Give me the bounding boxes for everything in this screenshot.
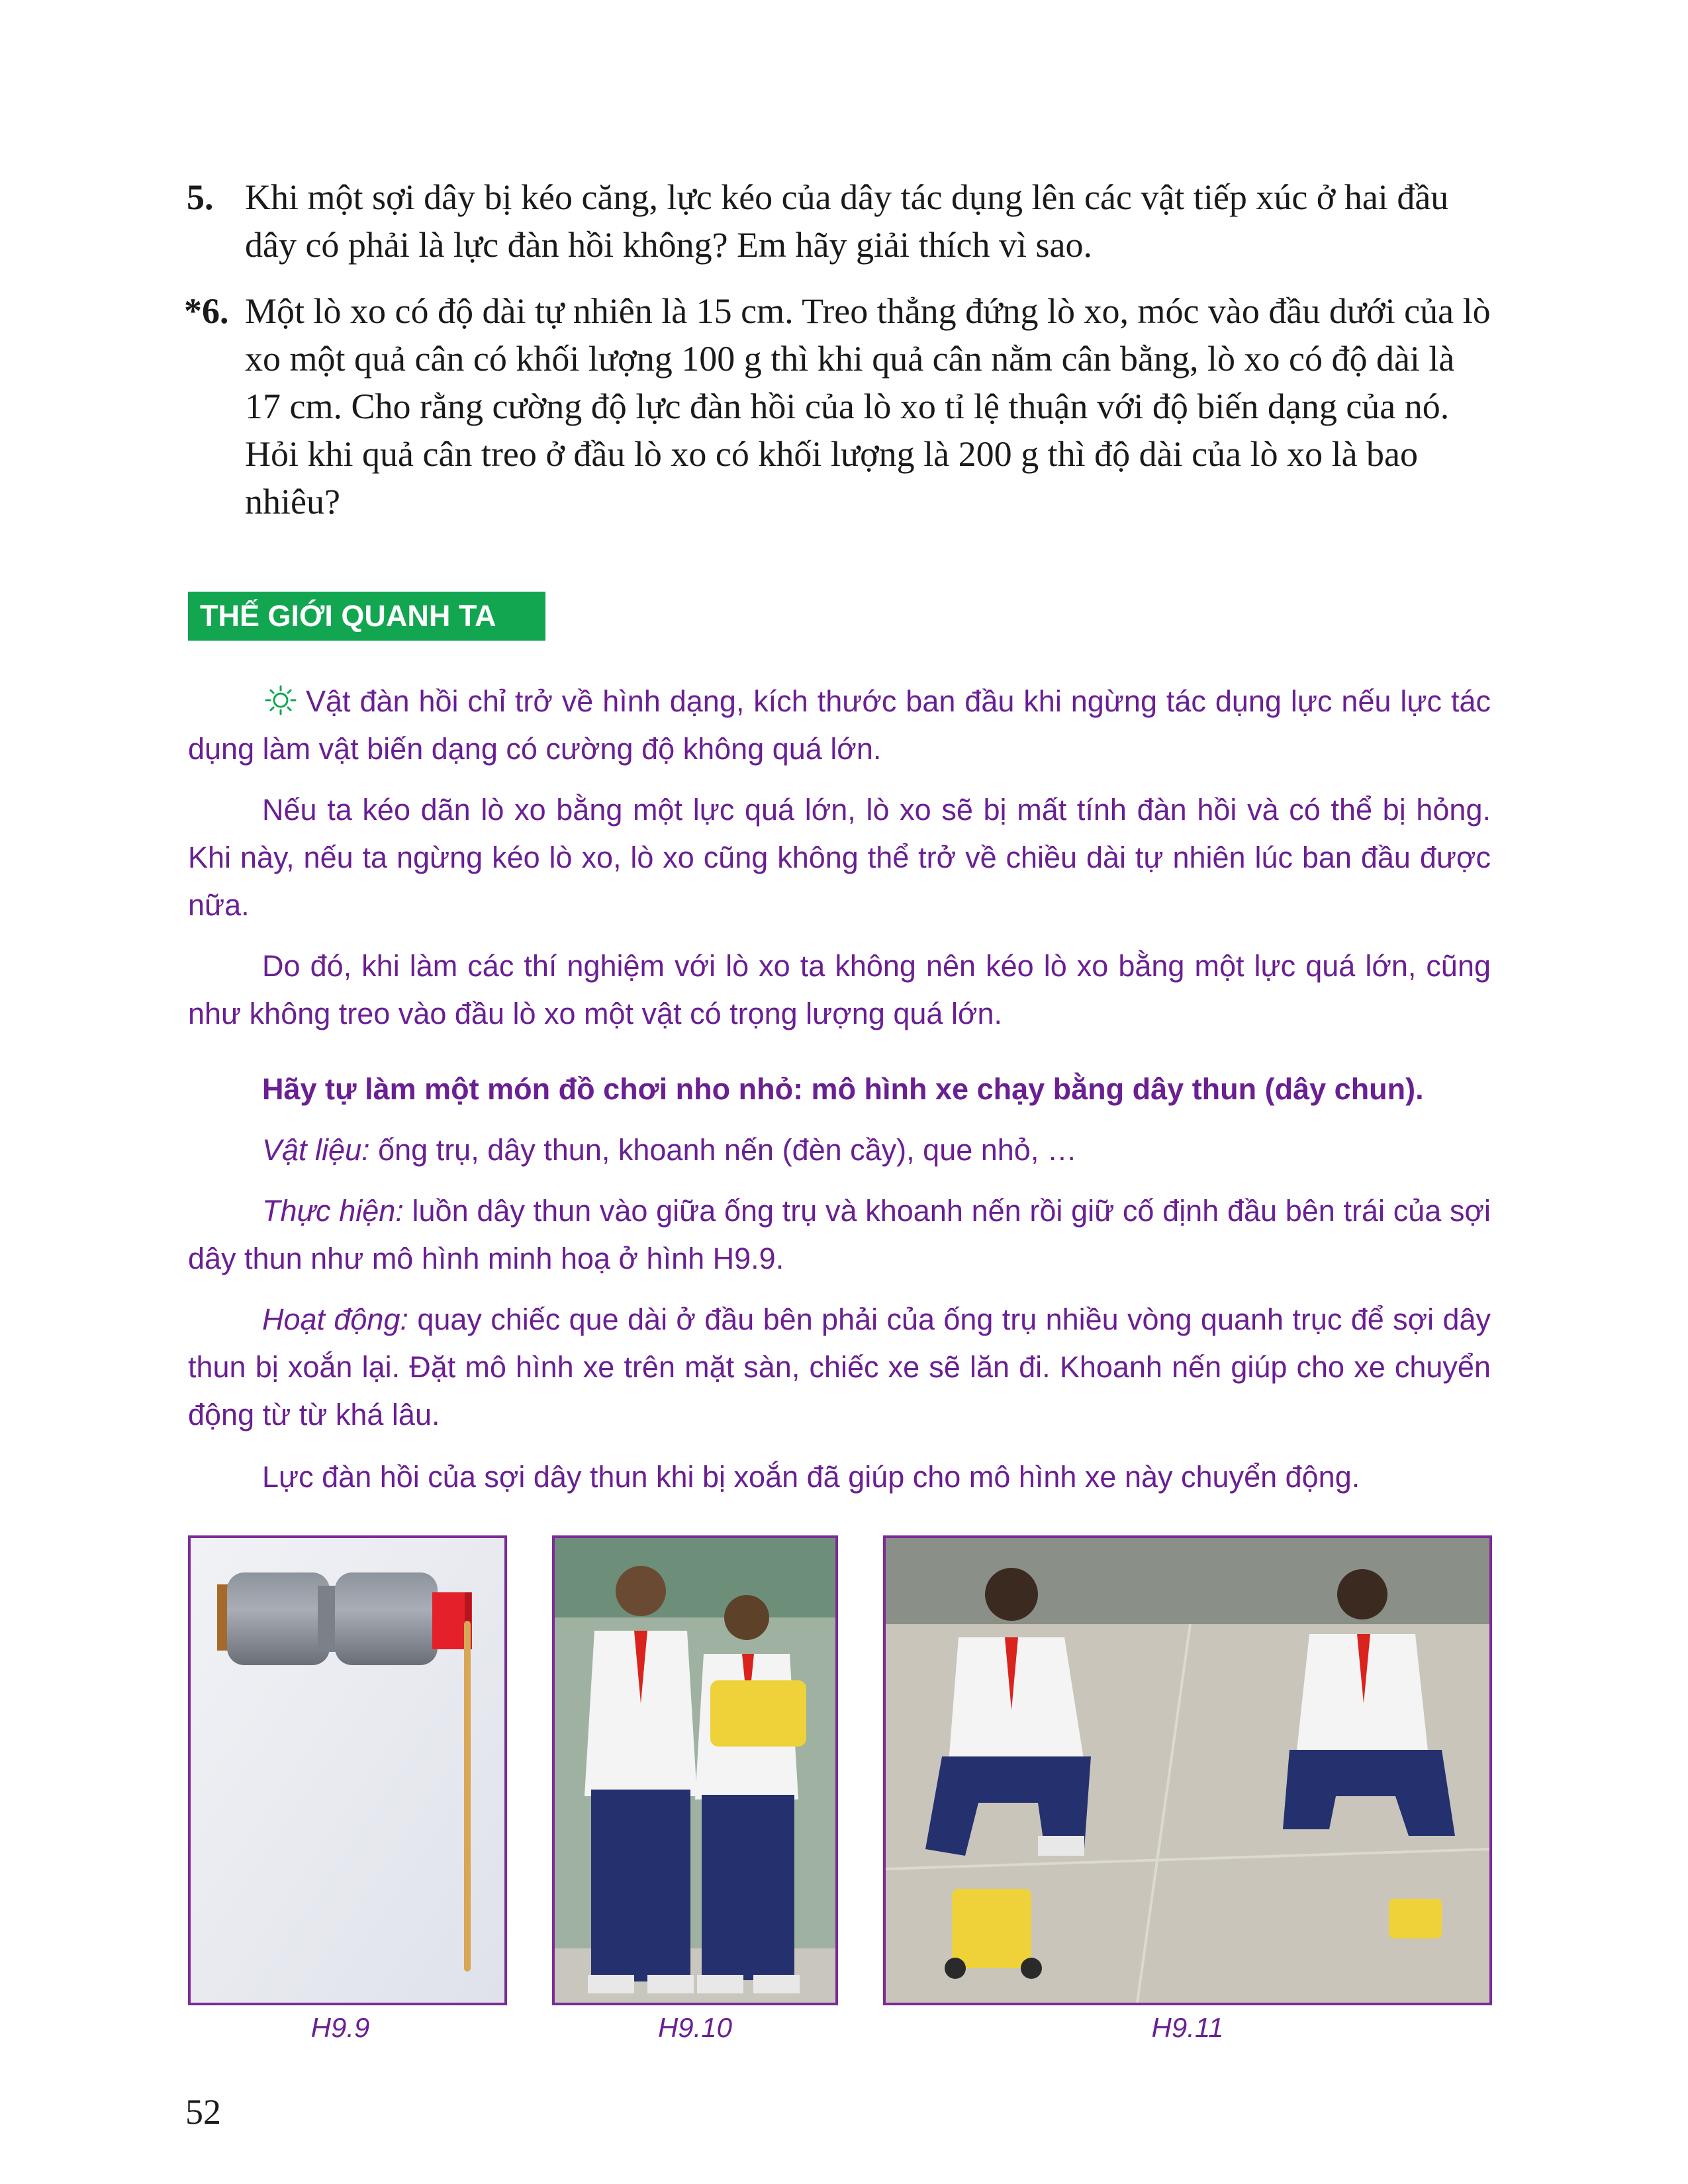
activity-text: quay chiếc que dài ở đầu bên phải của ống trụ nhiều vòng quanh trục để sợi dây thun bị xoắn lại. Đặt mô hình xe trên mặt sàn, chiếc xe sẽ lăn đi. Khoanh nến giúp cho xe chuyển động từ từ khá lâu. bbox=[188, 1302, 1491, 1432]
procedure-label: Thực hiện: bbox=[262, 1194, 404, 1228]
question-6 bbox=[184, 287, 1491, 525]
question-number: *6. bbox=[184, 291, 229, 331]
activity-heading: Hãy tự làm một món đồ chơi nho nhỏ: mô hình xe chạy bằng dây thun (dây chun). bbox=[262, 1072, 1424, 1106]
question-text: Một lò xo có độ dài tự nhiên là 15 cm. Treo thẳng đứng lò xo, móc vào đầu dưới của lò xo một quả cân có khối lượng 100 g thì khi quả cân nằm cân bằng, lò xo có độ dài là 17 cm. Cho rằng cường độ lực đàn hồi của lò xo tỉ lệ thuận với độ biến dạng của nó. Hỏi khi quả cân treo ở đầu lò xo có khối lượng là 200 g thì độ dài của lò xo là bao nhiêu? bbox=[245, 291, 1491, 522]
page-number: 52 bbox=[185, 2092, 221, 2132]
section-title: THẾ GIỚI QUANH TA bbox=[188, 592, 545, 641]
rubber-band-car-model-image bbox=[191, 1538, 504, 2003]
figure-h9-9 bbox=[188, 1535, 507, 2005]
paragraph-7 bbox=[188, 1296, 1491, 1439]
question-5 bbox=[187, 173, 1491, 269]
paragraph-6 bbox=[188, 1187, 1491, 1283]
materials-label: Vật liệu: bbox=[262, 1133, 370, 1167]
figure-h9-10 bbox=[552, 1535, 838, 2005]
question-text: Khi một sợi dây bị kéo căng, lực kéo của dây tác dụng lên các vật tiếp xúc ở hai đầu dây có phải là lực đàn hồi không? Em hãy giải thích vì sao. bbox=[245, 177, 1449, 265]
paragraph-8: Lực đàn hồi của sợi dây thun khi bị xoắn đã giúp cho mô hình xe này chuyển động. bbox=[262, 1460, 1360, 1494]
activity-label: Hoạt động: bbox=[262, 1302, 408, 1336]
students-playing-with-cars-photo bbox=[886, 1538, 1489, 2003]
students-with-model-photo bbox=[555, 1538, 835, 2003]
paragraph-5 bbox=[188, 1126, 1491, 1174]
procedure-text: luồn dây thun vào giữa ống trụ và khoanh nến rồi giữ cố định đầu bên trái của sợi dây thun như mô hình minh hoạ ở hình H9.9. bbox=[188, 1194, 1491, 1275]
figure-caption-h9-10: H9.10 bbox=[657, 2012, 733, 2043]
materials-text: ống trụ, dây thun, khoanh nến (đèn cầy), que nhỏ, … bbox=[369, 1133, 1077, 1167]
figure-caption-h9-11: H9.11 bbox=[1151, 2012, 1224, 2043]
figure-caption-h9-9: H9.9 bbox=[310, 2012, 370, 2043]
paragraph-1 bbox=[188, 678, 1491, 773]
question-number: 5. bbox=[187, 177, 214, 217]
paragraph-4 bbox=[188, 1066, 1491, 1113]
figure-h9-11 bbox=[883, 1535, 1492, 2005]
paragraph-3: Do đó, khi làm các thí nghiệm với lò xo ta không nên kéo lò xo bằng một lực quá lớn, cũng như không treo vào đầu lò xo một vật có trọng lượng quá lớn. bbox=[188, 949, 1491, 1030]
paragraph-text: Vật đàn hồi chỉ trở về hình dạng, kích thước ban đầu khi ngừng tác dụng lực nếu lực tác dụng làm vật biến dạng có cường độ không quá lớn. bbox=[188, 684, 1491, 766]
sun-icon bbox=[262, 685, 299, 715]
paragraph-2: Nếu ta kéo dãn lò xo bằng một lực quá lớn, lò xo sẽ bị mất tính đàn hồi và có thể bị hỏng. Khi này, nếu ta ngừng kéo lò xo, lò xo cũng không thể trở về chiều dài tự nhiên lúc ban đầu được nữa. bbox=[188, 793, 1491, 922]
